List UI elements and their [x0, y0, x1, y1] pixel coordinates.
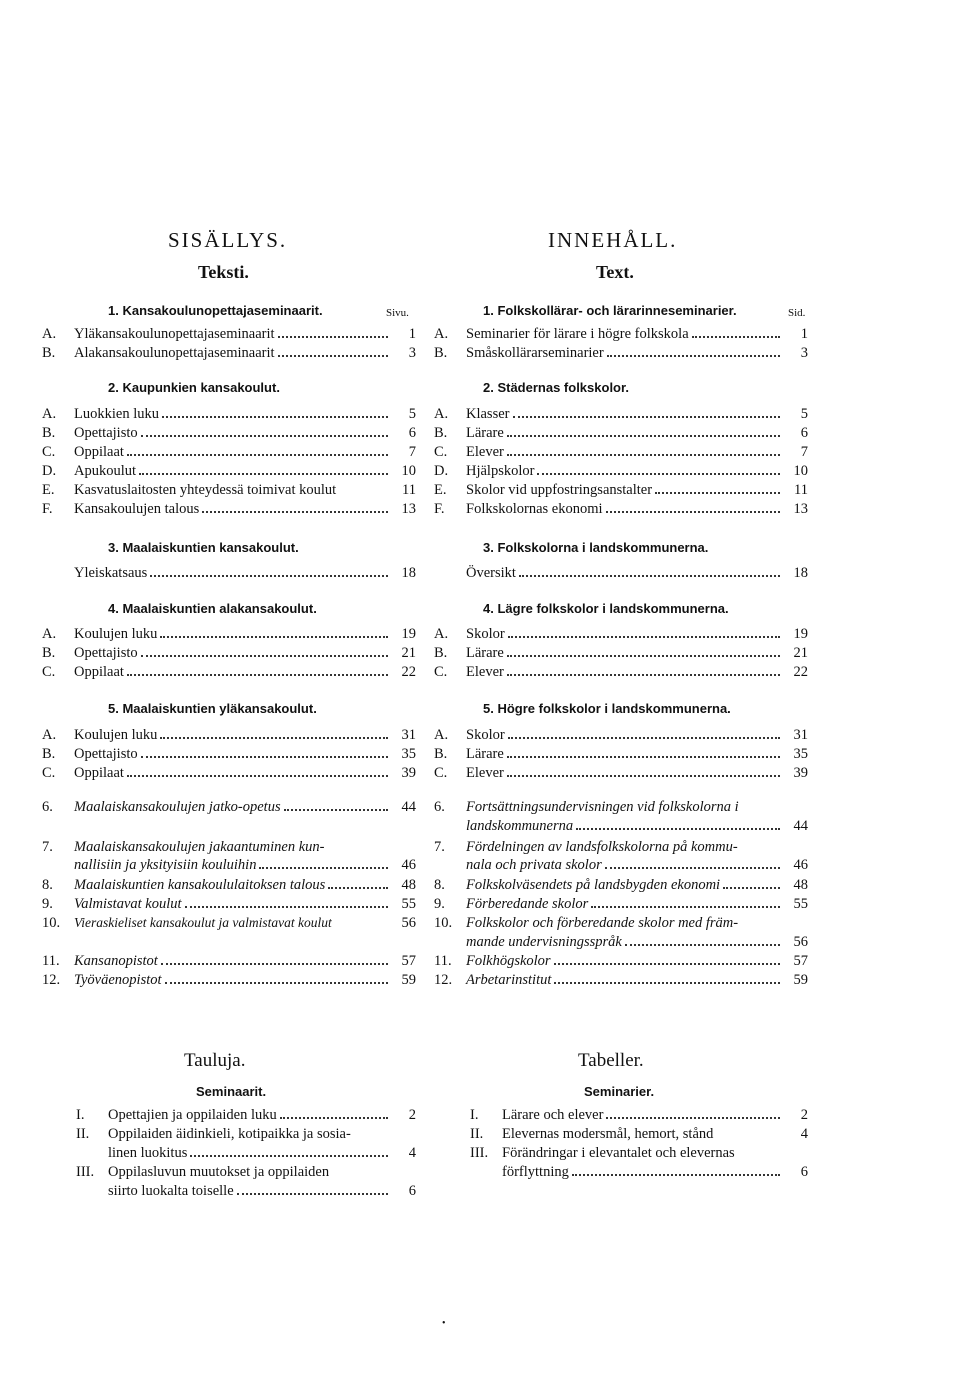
toc-row[interactable]: 8. Folkskolväsendets på landsbygden ekonomi 48 [434, 877, 808, 893]
toc-row[interactable]: A. Seminarier för lärare i högre folkskola 1 [434, 326, 808, 342]
toc-row-cont[interactable]: nala och privata skolor 46 [466, 857, 808, 873]
toc-row[interactable]: 9. Förberedande skolor 55 [434, 896, 808, 912]
table-row[interactable]: II. Oppilaiden äidinkieli, kotipaikka ja sosia- [76, 1126, 351, 1142]
toc-row[interactable]: 7. Maalaiskansakoulujen jakaantuminen kun- [42, 839, 325, 855]
sv-s2-title: 2. Städernas folkskolor. [483, 380, 629, 395]
sv-s3-title: 3. Folkskolorna i landskommunerna. [483, 540, 709, 555]
table-row[interactable]: II. Elevernas modersmål, hemort, stånd 4 [470, 1126, 808, 1142]
toc-row[interactable]: 12. Työväenopistot 59 [42, 972, 416, 988]
toc-row[interactable]: D. Hjälpskolor 10 [434, 463, 808, 479]
toc-row[interactable]: B. Småskollärarseminarier 3 [434, 345, 808, 361]
fi-subtitle: Teksti. [198, 262, 249, 282]
toc-row[interactable]: C. Oppilaat 39 [42, 765, 416, 781]
toc-row[interactable]: A. Yläkansakoulunopettajaseminaarit 1 [42, 326, 416, 342]
fi-s3-title: 3. Maalaiskuntien kansakoulut. [108, 540, 299, 555]
toc-row[interactable]: C. Elever 39 [434, 765, 808, 781]
toc-row[interactable]: A. Skolor 31 [434, 727, 808, 743]
sv-title: INNEHÅLL. [548, 228, 678, 252]
sv-tables-title: Tabeller. [578, 1050, 644, 1071]
fi-tables-title: Tauluja. [184, 1050, 246, 1071]
toc-row[interactable]: 6. Maalaiskansakoulujen jatko-opetus 44 [42, 799, 416, 815]
toc-row[interactable]: A. Koulujen luku 19 [42, 626, 416, 642]
table-row[interactable]: I. Opettajien ja oppilaiden luku 2 [76, 1107, 416, 1123]
fi-s1-title: 1. Kansakoulunopettajaseminaarit. [108, 303, 323, 318]
toc-row[interactable]: 8. Maalaiskuntien kansakoululaitoksen talous 48 [42, 877, 416, 893]
toc-row-cont[interactable]: mande undervisningsspråk 56 [466, 934, 808, 950]
toc-row[interactable]: 10. Vieraskieliset kansakoulut ja valmistavat koulut 56 [42, 915, 416, 931]
toc-row[interactable]: B. Alakansakoulunopettajaseminaarit 3 [42, 345, 416, 361]
fi-tables-sub: Seminaarit. [196, 1084, 267, 1099]
toc-row[interactable]: B. Opettajisto 21 [42, 645, 416, 661]
table-row-cont[interactable]: förflyttning 6 [502, 1164, 808, 1180]
footer-mark: • [442, 1318, 446, 1329]
toc-row[interactable]: C. Elever 7 [434, 444, 808, 460]
toc-row[interactable]: B. Opettajisto 35 [42, 746, 416, 762]
toc-row-cont[interactable]: nallisiin ja yksityisiin kouluihin 46 [74, 857, 416, 873]
toc-row[interactable]: F. Kansakoulujen talous 13 [42, 501, 416, 517]
toc-row[interactable]: 10. Folkskolor och förberedande skolor med främ- [434, 915, 739, 931]
toc-row[interactable]: Yleiskatsaus 18 [74, 565, 416, 581]
toc-row[interactable]: 7. Fördelningen av landsfolkskolorna på kommu- [434, 839, 738, 855]
table-row-cont[interactable]: siirto luokalta toiselle 6 [108, 1183, 416, 1199]
table-row[interactable]: I. Lärare och elever 2 [470, 1107, 808, 1123]
toc-row[interactable]: A. Luokkien luku 5 [42, 406, 416, 422]
sv-tables-sub: Seminarier. [584, 1084, 655, 1099]
toc-row[interactable]: D. Apukoulut 10 [42, 463, 416, 479]
toc-row[interactable]: B. Lärare 21 [434, 645, 808, 661]
toc-row[interactable]: B. Lärare 6 [434, 425, 808, 441]
table-row-cont[interactable]: linen luokitus 4 [108, 1145, 416, 1161]
fi-s4-title: 4. Maalaiskuntien alakansakoulut. [108, 601, 317, 616]
toc-row[interactable]: 6. Fortsättningsundervisningen vid folkskolorna i [434, 799, 739, 815]
toc-row[interactable]: Översikt 18 [466, 565, 808, 581]
table-row[interactable]: III. Förändringar i elevantalet och elevernas [470, 1145, 735, 1161]
fi-page-head: Sivu. [386, 307, 409, 319]
toc-row[interactable]: C. Oppilaat 22 [42, 664, 416, 680]
toc-row[interactable]: C. Elever 22 [434, 664, 808, 680]
toc-row[interactable]: A. Koulujen luku 31 [42, 727, 416, 743]
fi-title: SISÄLLYS. [168, 228, 288, 252]
fi-s5-title: 5. Maalaiskuntien yläkansakoulut. [108, 701, 317, 716]
toc-row[interactable]: C. Oppilaat 7 [42, 444, 416, 460]
sv-subtitle: Text. [596, 262, 634, 282]
toc-row[interactable]: F. Folkskolornas ekonomi 13 [434, 501, 808, 517]
toc-row-cont[interactable]: landskommunerna 44 [466, 818, 808, 834]
toc-row[interactable]: A. Skolor 19 [434, 626, 808, 642]
toc-row[interactable]: 9. Valmistavat koulut 55 [42, 896, 416, 912]
toc-row[interactable]: B. Opettajisto 6 [42, 425, 416, 441]
toc-row[interactable]: A. Klasser 5 [434, 406, 808, 422]
toc-row[interactable]: E. Skolor vid uppfostringsanstalter 11 [434, 482, 808, 498]
toc-row[interactable]: B. Lärare 35 [434, 746, 808, 762]
sv-s1-title: 1. Folkskollärar- och lärarinneseminarier. [483, 303, 737, 318]
toc-row[interactable]: 11. Folkhögskolor 57 [434, 953, 808, 969]
toc-row[interactable]: E. Kasvatuslaitosten yhteydessä toimivat koulut 11 [42, 482, 416, 498]
sv-s4-title: 4. Lägre folkskolor i landskommunerna. [483, 601, 729, 616]
toc-row[interactable]: 11. Kansanopistot 57 [42, 953, 416, 969]
fi-s2-title: 2. Kaupunkien kansakoulut. [108, 380, 280, 395]
toc-row[interactable]: 12. Arbetarinstitut 59 [434, 972, 808, 988]
sv-s5-title: 5. Högre folkskolor i landskommunerna. [483, 701, 731, 716]
table-row[interactable]: III. Oppilasluvun muutokset ja oppilaiden [76, 1164, 330, 1180]
sv-page-head: Sid. [788, 307, 806, 319]
